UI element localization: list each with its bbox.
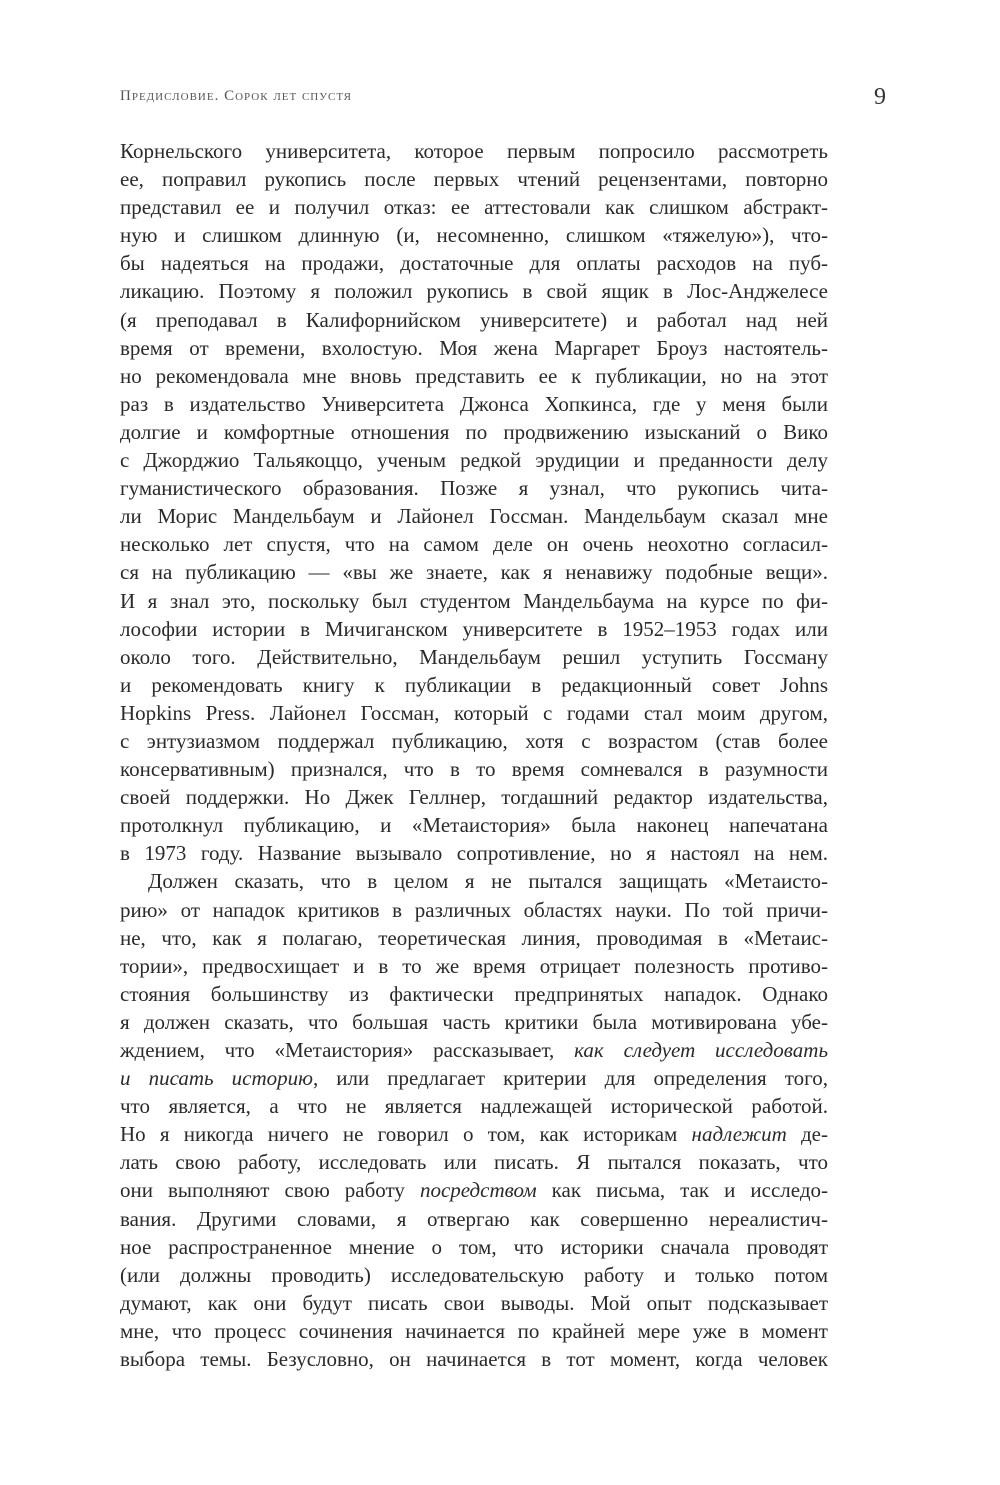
- text-line: [120, 867, 828, 895]
- body-text: [120, 137, 828, 1373]
- text-run: время от времени, вхолостую. Моя жена Маргарет Броуз настоятель-: [120, 335, 828, 360]
- text-run: мне, что процесс сочинения начинается по крайней мере уже в момент: [120, 1318, 828, 1343]
- text-run: ликацию. Поэтому я положил рукопись в свой ящик в Лос-Анджелесе: [120, 279, 828, 304]
- text-line: [120, 249, 828, 277]
- text-run: лософии истории в Мичиганском университете в 1952–1953 годах или: [120, 616, 828, 641]
- text-run: Но я никогда ничего не говорил о том, как историкам: [120, 1122, 692, 1147]
- text-run: консервативным) признался, что в то время сомневался в разумности: [120, 757, 828, 782]
- text-run: ное распространенное мнение о том, что историки сначала проводят: [120, 1234, 828, 1259]
- text-run: выбора темы. Безусловно, он начинается в тот момент, когда человек: [120, 1347, 828, 1372]
- text-line: [120, 980, 828, 1008]
- text-line: [120, 783, 828, 811]
- text-line: [120, 1261, 828, 1289]
- text-run: в 1973 году. Название вызывало сопротивление, но я настоял на нем.: [120, 841, 828, 866]
- text-line: [120, 615, 828, 643]
- text-line: [120, 1205, 828, 1233]
- italic-text: и писать историю: [120, 1066, 313, 1091]
- text-run: протолкнул публикацию, и «Метаистория» была наконец напечатана: [120, 813, 828, 838]
- text-run: ли Морис Мандельбаум и Лайонел Госсман. Мандельбаум сказал мне: [120, 504, 828, 529]
- text-line: [120, 839, 828, 867]
- text-run: я должен сказать, что большая часть критики была мотивирована убе-: [120, 1009, 828, 1034]
- text-line: [120, 896, 828, 924]
- text-run: рию» от нападок критиков в различных областях науки. По той причи-: [120, 897, 828, 922]
- italic-text: посредством: [419, 1178, 537, 1203]
- text-line: [120, 418, 828, 446]
- text-run: Должен сказать, что в целом я не пытался защищать «Метаисто-: [148, 869, 828, 894]
- text-line: [120, 1148, 828, 1176]
- text-line: [120, 587, 828, 615]
- text-run: вания. Другими словами, я отвергаю как совершенно нереалистич-: [120, 1206, 828, 1231]
- italic-text: как следует исследовать: [574, 1038, 828, 1062]
- text-run: тории», предвосхищает и в то же время отрицает полезность противо-: [120, 953, 828, 978]
- text-line: [120, 1317, 828, 1345]
- text-line: [120, 643, 828, 671]
- text-line: [120, 1064, 828, 1092]
- text-line: [120, 306, 828, 334]
- text-run: Корнельского университета, которое первым попросило рассмотреть: [120, 139, 828, 163]
- text-run: (я преподавал в Калифорнийском университете) и работал над ней: [120, 307, 828, 332]
- text-run: (или должны проводить) исследовательскую работу и только потом: [120, 1262, 828, 1287]
- text-line: [120, 727, 828, 755]
- text-run: своей поддержки. Но Джек Геллнер, тогдашний редактор издательства,: [120, 785, 828, 810]
- text-line: [120, 137, 828, 165]
- text-run: И я знал это, поскольку был студентом Мандельбаума на курсе по фи-: [120, 588, 828, 613]
- text-run: гуманистического образования. Позже я узнал, что рукопись чита-: [120, 476, 828, 501]
- running-head: Предисловие. Сорок лет спустя: [120, 88, 353, 104]
- text-line: [120, 277, 828, 305]
- text-line: [120, 1120, 828, 1148]
- text-line: [120, 165, 828, 193]
- paragraph: [120, 137, 828, 867]
- text-line: [120, 530, 828, 558]
- text-line: [120, 221, 828, 249]
- text-run: , или предлагает критерии для определения того,: [312, 1066, 829, 1091]
- text-run: как письма, так и исследо-: [536, 1178, 828, 1203]
- text-run: стояния большинству из фактически предпринятых нападок. Однако: [120, 981, 828, 1006]
- text-line: [120, 474, 828, 502]
- text-line: [120, 362, 828, 390]
- text-run: представил ее и получил отказ: ее аттестовали как слишком абстракт-: [120, 195, 828, 220]
- text-run: с энтузиазмом поддержал публикацию, хотя с возрастом (став более: [120, 728, 828, 753]
- text-line: [120, 558, 828, 586]
- text-run: около того. Действительно, Мандельбаум решил уступить Госсману: [120, 644, 828, 669]
- text-run: ся на публикацию — «вы же знаете, как я ненавижу подобные вещи».: [120, 560, 828, 585]
- text-run: и рекомендовать книгу к публикации в редакционный совет Johns: [120, 672, 828, 697]
- text-line: [120, 1176, 828, 1204]
- text-line: [120, 811, 828, 839]
- text-line: [120, 755, 828, 783]
- text-line: [120, 1036, 828, 1064]
- text-run: думают, как они будут писать свои выводы. Мой опыт подсказывает: [120, 1290, 828, 1315]
- text-line: [120, 1345, 828, 1373]
- text-line: [120, 1233, 828, 1261]
- text-line: [120, 1289, 828, 1317]
- paragraph: [120, 867, 828, 1373]
- text-run: они выполняют свою работу: [120, 1178, 420, 1203]
- text-run: бы надеяться на продажи, достаточные для оплаты расходов на пуб-: [120, 251, 828, 276]
- text-run: ее, поправил рукопись после первых чтений рецензентами, повторно: [120, 167, 828, 192]
- text-line: [120, 1008, 828, 1036]
- text-run: раз в издательство Университета Джонса Хопкинса, где у меня были: [120, 391, 828, 416]
- text-line: [120, 671, 828, 699]
- text-run: долгие и комфортные отношения по продвижению изысканий о Вико: [120, 419, 828, 444]
- page-number: 9: [874, 84, 886, 110]
- text-run: с Джорджио Тальякоццо, ученым редкой эрудиции и преданности делу: [120, 448, 828, 473]
- text-run: что является, а что не является надлежащей исторической работой.: [120, 1094, 828, 1119]
- text-line: [120, 502, 828, 530]
- text-run: ную и слишком длинную (и, несомненно, слишком «тяжелую»), что-: [120, 223, 828, 248]
- text-line: [120, 334, 828, 362]
- text-run: не, что, как я полагаю, теоретическая линия, проводимая в «Метаис-: [120, 925, 828, 950]
- text-line: [120, 924, 828, 952]
- italic-text: надлежит: [691, 1122, 787, 1147]
- text-run: но рекомендовала мне вновь представить ее к публикации, но на этот: [120, 363, 828, 388]
- text-run: Hopkins Press. Лайонел Госсман, который с годами стал моим другом,: [120, 700, 828, 725]
- text-line: [120, 193, 828, 221]
- text-line: [120, 1092, 828, 1120]
- text-line: [120, 699, 828, 727]
- text-run: ждением, что «Метаистория» рассказывает,: [120, 1038, 575, 1062]
- text-run: лать свою работу, исследовать или писать. Я пытался показать, что: [120, 1150, 828, 1175]
- text-line: [120, 446, 828, 474]
- text-run: несколько лет спустя, что на самом деле он очень неохотно согласил-: [120, 532, 828, 557]
- text-line: [120, 390, 828, 418]
- text-run: де-: [786, 1122, 828, 1147]
- text-line: [120, 952, 828, 980]
